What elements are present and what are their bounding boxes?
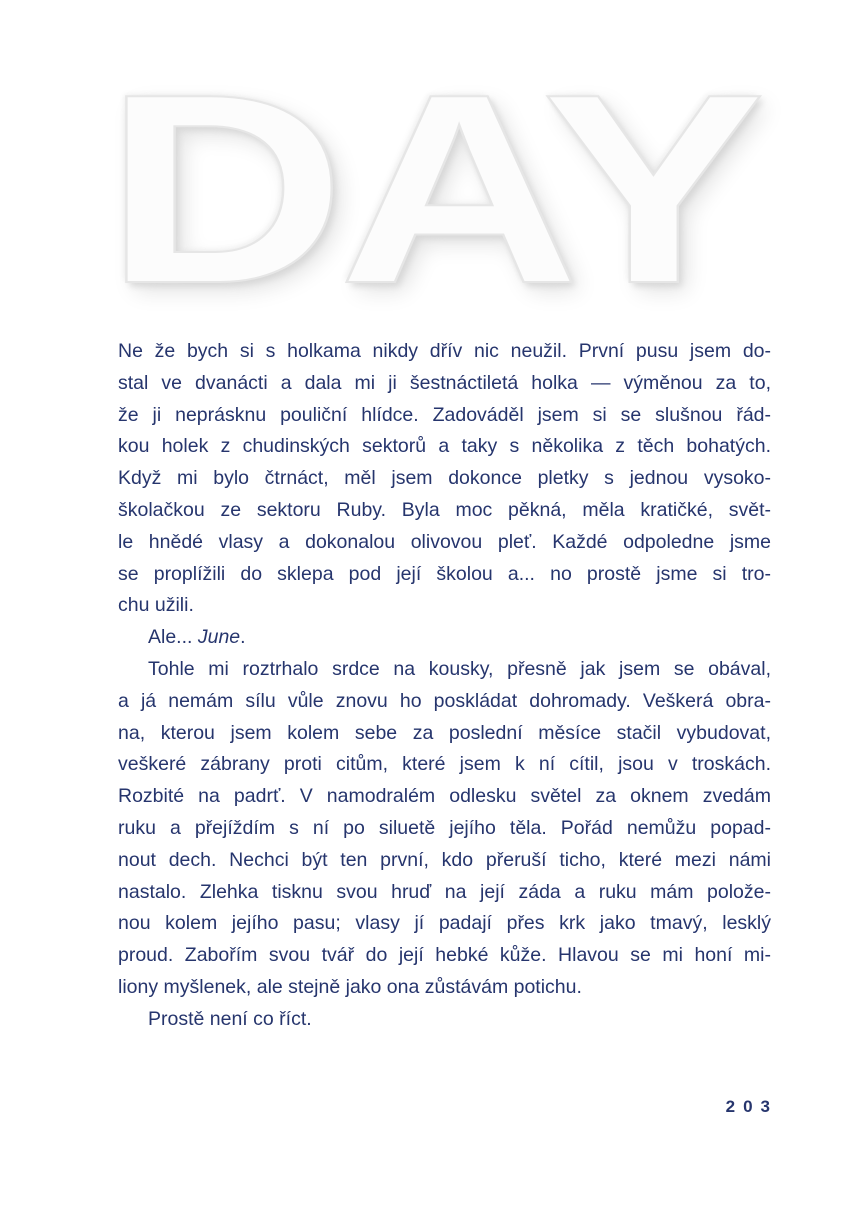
text-line	[118, 813, 771, 845]
text-segment: nout dech. Nechci být ten první, kdo přeruší ticho, které mezi námi	[118, 848, 771, 871]
text-line	[118, 495, 771, 527]
text-segment: veškeré zábrany proti citům, které jsem k ní cítil, jsou v troskách.	[118, 753, 771, 776]
text-segment: Ale...	[148, 626, 198, 649]
paragraph	[118, 1004, 771, 1036]
text-line	[118, 400, 771, 432]
text-segment: že ji neprásknu pouliční hlídce. Zadováděl jsem si se slušnou řád-	[118, 403, 771, 426]
text-segment: le hnědé vlasy a dokonalou olivovou pleť. Každé odpoledne jsme	[118, 530, 771, 553]
text-line	[118, 622, 771, 654]
text-line	[118, 718, 771, 750]
text-line	[118, 431, 771, 463]
text-segment: ruku a přejíždím s ní po siluetě jejího těla. Pořád nemůžu popad-	[118, 816, 771, 839]
text-segment: nou kolem jejího pasu; vlasy jí padají přes krk jako tmavý, lesklý	[118, 912, 771, 935]
text-segment: Prostě není co říct.	[148, 1007, 312, 1030]
text-line	[118, 1004, 771, 1036]
text-line	[118, 654, 771, 686]
text-segment: proud. Zabořím svou tvář do její hebké kůže. Hlavou se mi honí mi-	[118, 944, 771, 967]
text-line	[118, 781, 771, 813]
paragraph	[118, 622, 771, 654]
paragraph	[118, 654, 771, 1004]
text-segment: Rozbité na padrť. V namodralém odlesku světel za oknem zvedám	[118, 785, 771, 808]
text-line	[118, 845, 771, 877]
text-segment: nastalo. Zlehka tisknu svou hruď na její záda a ruku mám polože-	[118, 880, 771, 903]
text-segment: a já nemám sílu vůle znovu ho poskládat dohromady. Veškerá obra-	[118, 689, 771, 712]
page-number: 203	[725, 1097, 778, 1116]
text-line	[118, 559, 771, 591]
text-segment: Tohle mi roztrhalo srdce na kousky, přesně jak jsem se obával,	[148, 657, 771, 680]
text-segment: liony myšlenek, ale stejně jako ona zůstávám potichu.	[118, 975, 582, 998]
text-segment: .	[240, 626, 246, 649]
text-line	[118, 527, 771, 559]
text-line	[118, 940, 771, 972]
paragraph	[118, 336, 771, 622]
text-line	[118, 972, 771, 1004]
italic-text: June	[197, 626, 241, 649]
body-text	[118, 336, 771, 1036]
text-line	[118, 336, 771, 368]
text-segment: Když mi bylo čtrnáct, měl jsem dokonce pletky s jednou vysoko-	[118, 467, 771, 490]
text-line	[118, 686, 771, 718]
text-line	[118, 590, 771, 622]
text-segment: Ne že bych si s holkama nikdy dřív nic neužil. První pusu jsem do-	[118, 340, 771, 362]
text-segment: stal ve dvanácti a dala mi ji šestnáctiletá holka — výměnou za to,	[118, 371, 771, 394]
text-line	[118, 877, 771, 909]
text-line	[118, 463, 771, 495]
text-line	[118, 749, 771, 781]
text-segment: na, kterou jsem kolem sebe za poslední měsíce stačil vybudovat,	[118, 721, 771, 744]
text-segment: školačkou ze sektoru Ruby. Byla moc pěkná, měla kratičké, svět-	[118, 498, 771, 521]
text-segment: kou holek z chudinských sektorů a taky s několika z těch bohatých.	[118, 435, 771, 458]
text-line	[118, 368, 771, 400]
text-segment: chu užili.	[118, 594, 194, 617]
text-line	[118, 908, 771, 940]
chapter-title: DAY	[104, 39, 758, 340]
text-segment: se proplížili do sklepa pod její školou a... no prostě jsme si tro-	[118, 562, 771, 585]
